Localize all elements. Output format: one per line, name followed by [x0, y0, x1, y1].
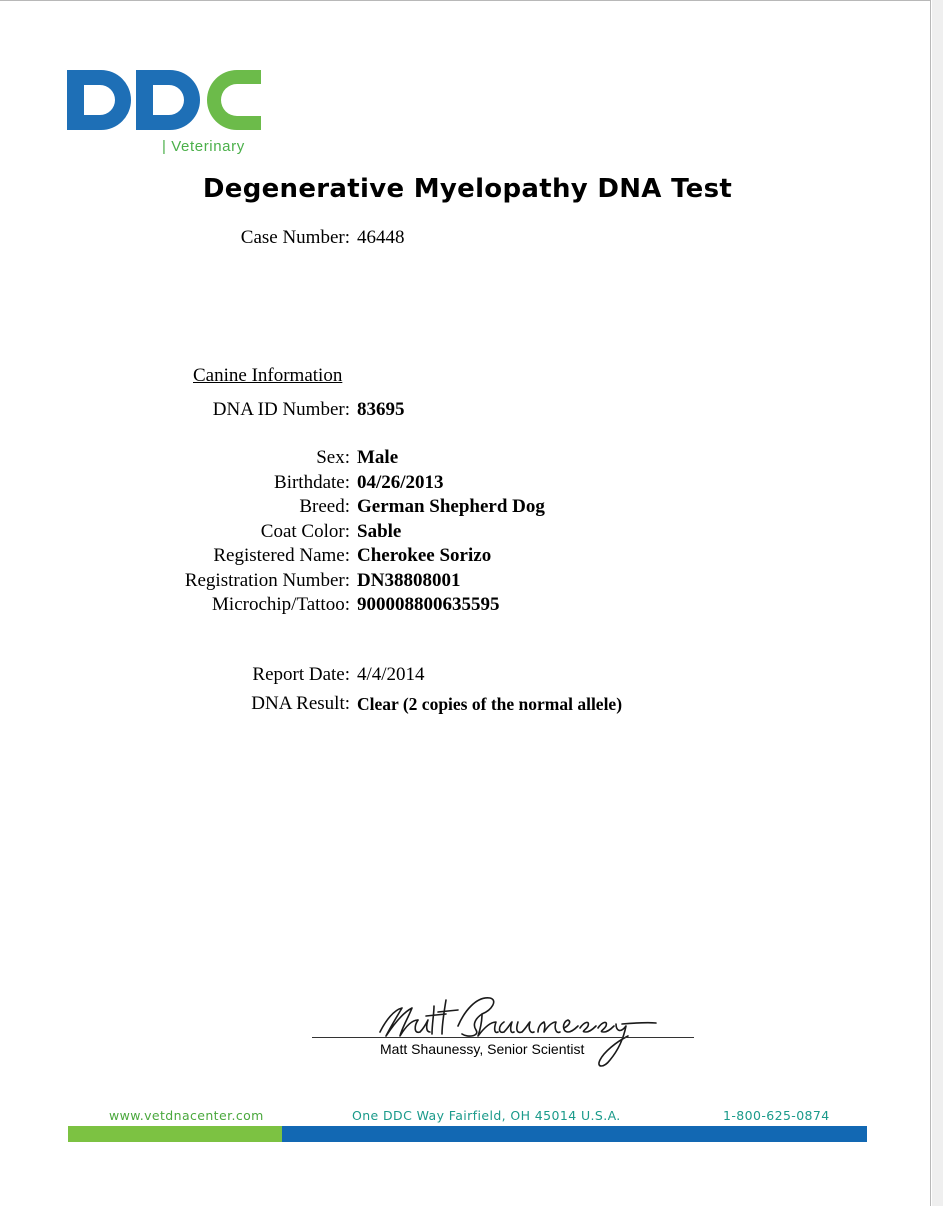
field-value: 04/26/2013	[357, 472, 444, 493]
dna-id-row	[0, 399, 935, 423]
report-date-row	[0, 664, 935, 688]
field-row-microchip	[0, 594, 935, 618]
report-date-label: Report Date:	[252, 664, 350, 685]
field-label: Coat Color:	[260, 521, 350, 542]
field-row-registration-number	[0, 570, 935, 594]
field-row-breed	[0, 496, 935, 520]
case-number-value: 46448	[357, 227, 405, 248]
field-label: Registration Number:	[184, 570, 350, 591]
field-row-registered-name	[0, 545, 935, 569]
logo-subtitle: | Veterinary	[162, 138, 245, 155]
field-row-sex	[0, 447, 935, 471]
field-label: Registered Name:	[213, 545, 350, 566]
signature-line	[312, 1037, 694, 1038]
signature-caption: Matt Shaunessy, Senior Scientist	[380, 1041, 585, 1057]
dna-result-row	[0, 693, 935, 717]
logo-letter-d1	[67, 70, 131, 130]
handwritten-signature	[372, 990, 672, 1072]
document-title: Degenerative Myelopathy DNA Test	[202, 174, 733, 204]
report-date-value: 4/4/2014	[357, 664, 425, 685]
field-value: Sable	[357, 521, 402, 542]
field-label: Microchip/Tattoo:	[212, 594, 350, 615]
footer-address: One DDC Way Fairfield, OH 45014 U.S.A.	[352, 1108, 621, 1123]
field-label: Birthdate:	[274, 472, 350, 493]
dna-id-value: 83695	[357, 399, 405, 420]
field-label: Sex:	[316, 447, 350, 468]
field-label: Breed:	[299, 496, 350, 517]
dna-id-label: DNA ID Number:	[212, 399, 350, 420]
field-row-coat-color	[0, 521, 935, 545]
case-number-label: Case Number:	[240, 227, 350, 248]
case-number-row	[0, 227, 935, 251]
field-value: Male	[357, 447, 399, 468]
field-row-birthdate	[0, 472, 935, 496]
footer-bar-green	[68, 1126, 282, 1142]
field-value: DN38808001	[357, 570, 461, 591]
field-value: Cherokee Sorizo	[357, 545, 492, 566]
logo-letter-d2	[136, 70, 200, 130]
field-value: German Shepherd Dog	[357, 496, 545, 517]
footer-phone: 1-800-625-0874	[723, 1108, 830, 1123]
field-value: 900008800635595	[357, 594, 500, 615]
footer-bar-blue	[282, 1126, 867, 1142]
canine-info-heading: Canine Information	[193, 365, 343, 386]
dna-result-value: Clear (2 copies of the normal allele)	[357, 694, 623, 714]
logo-letter-c	[207, 70, 261, 130]
footer-website: www.vetdnacenter.com	[109, 1108, 264, 1123]
dna-result-label: DNA Result:	[251, 693, 350, 714]
